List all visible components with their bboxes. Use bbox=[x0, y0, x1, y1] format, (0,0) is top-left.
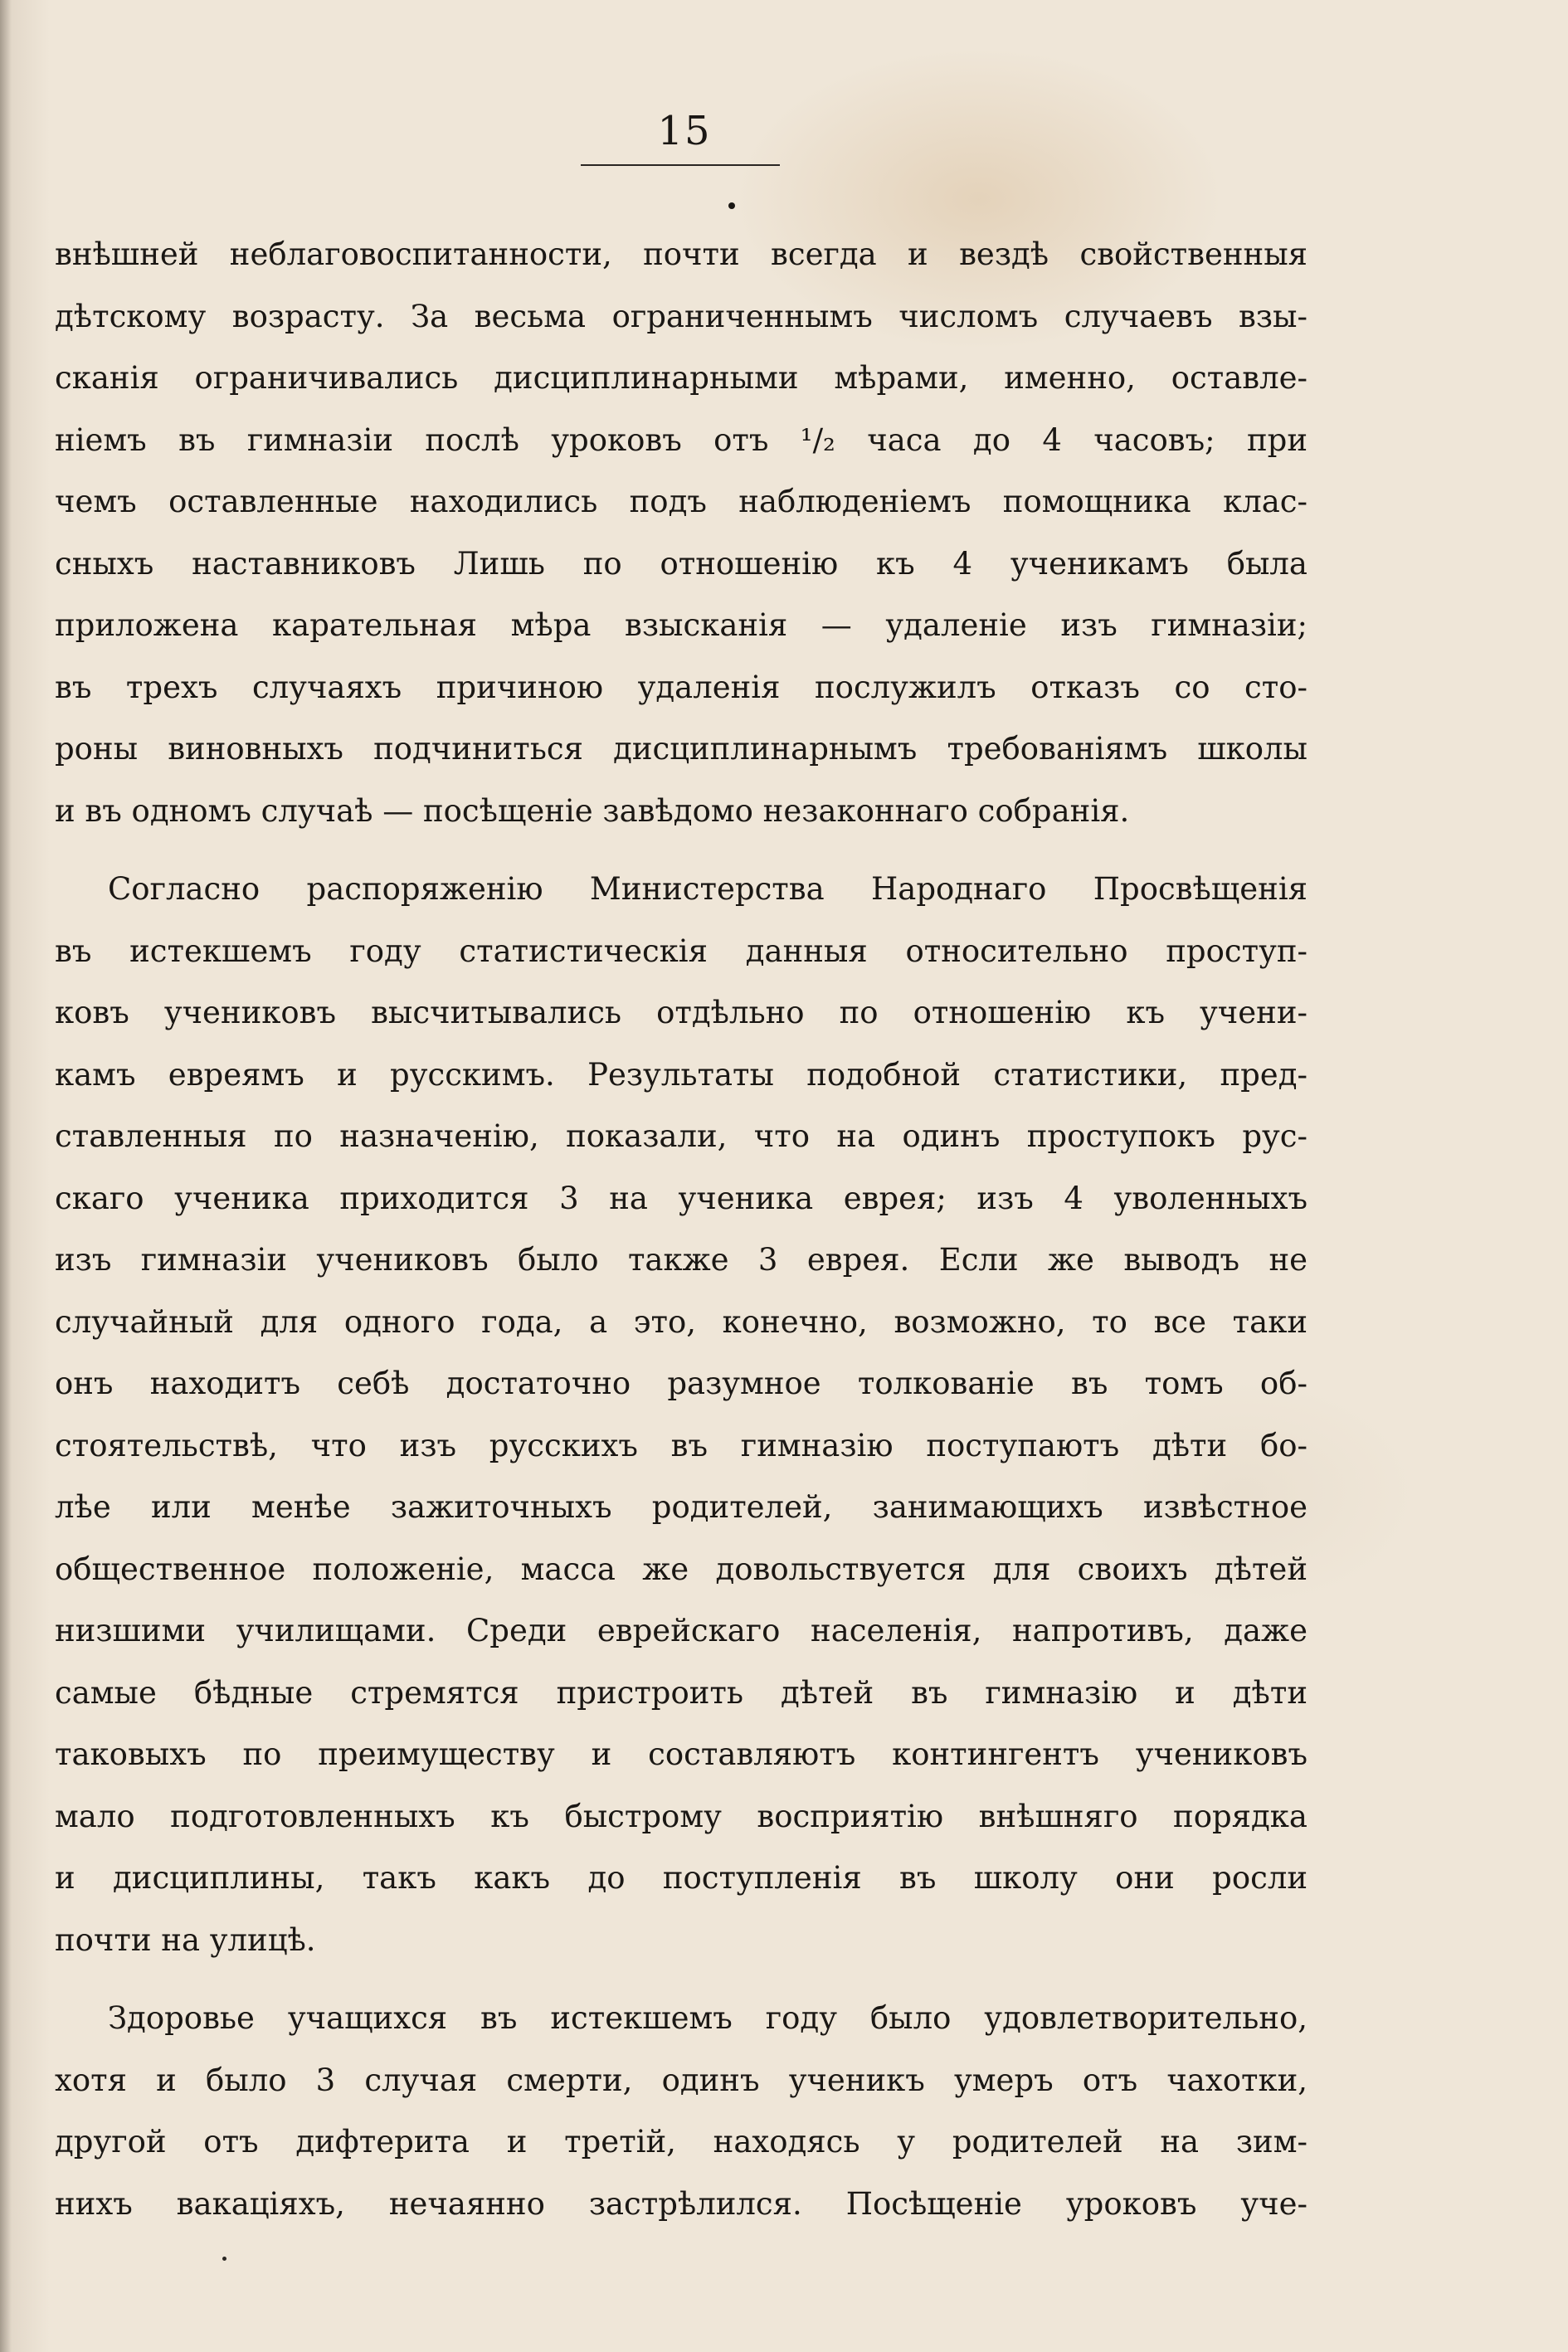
ink-dot bbox=[728, 202, 735, 209]
text-line: изъ гимназіи учениковъ было также 3 еврея. Если же выводъ не bbox=[55, 1242, 1307, 1278]
text-line: самые бѣдные стремятся пристроить дѣтей въ гимназію и дѣти bbox=[55, 1674, 1307, 1711]
text-line: хотя и было 3 случая смерти, одинъ ученикъ умеръ отъ чахотки, bbox=[55, 2062, 1307, 2098]
text-line: Согласно распоряженію Министерства Народнаго Просвѣщенія bbox=[108, 871, 1307, 907]
text-line: таковыхъ по преимуществу и составляютъ контингентъ учениковъ bbox=[55, 1736, 1307, 1772]
text-line: въ трехъ случаяхъ причиною удаленія послужилъ отказъ со сто- bbox=[55, 669, 1307, 705]
text-line: скаго ученика приходится 3 на ученика еврея; изъ 4 уволенныхъ bbox=[55, 1180, 1307, 1216]
binding-shadow bbox=[0, 0, 12, 2352]
text-line: почти на улицѣ. bbox=[55, 1921, 316, 1958]
text-line: ковъ учениковъ высчитывались отдѣльно по отношенію къ учени- bbox=[55, 995, 1307, 1030]
text-line: Здоровье учащихся въ истекшемъ году было удовлетворительно, bbox=[108, 2000, 1307, 2036]
text-line: приложена карательная мѣра взысканія — удаленіе изъ гимназіи; bbox=[55, 607, 1307, 643]
text-line: сныхъ наставниковъ Лишь по отношенію къ 4 ученикамъ была bbox=[55, 545, 1307, 582]
text-line: камъ евреямъ и русскимъ. Результаты подобной статистики, пред- bbox=[55, 1056, 1307, 1093]
ink-speck bbox=[222, 2257, 226, 2261]
text-line: и дисциплины, такъ какъ до поступленія въ школу они росли bbox=[55, 1860, 1307, 1896]
text-line: дѣтскому возрасту. За весьма ограниченнымъ числомъ случаевъ взы- bbox=[55, 298, 1307, 334]
text-line: и въ одномъ случаѣ — посѣщеніе завѣдомо незаконнаго собранія. bbox=[55, 792, 1130, 829]
text-line: стоятельствѣ, что изъ русскихъ въ гимназію поступаютъ дѣти бо- bbox=[55, 1427, 1307, 1463]
text-line: общественное положеніе, масса же довольствуется для своихъ дѣтей bbox=[55, 1551, 1307, 1587]
text-line: въ истекшемъ году статистическія данныя относительно проступ- bbox=[55, 933, 1307, 969]
header-rule bbox=[581, 164, 780, 166]
paragraph-gap bbox=[55, 842, 1307, 859]
text-line: низшими училищами. Среди еврейскаго населенія, напротивъ, даже bbox=[55, 1613, 1307, 1648]
text-line: ніемъ въ гимназіи послѣ уроковъ отъ ¹/₂ часа до 4 часовъ; при bbox=[55, 421, 1307, 458]
page-number: 15 bbox=[657, 108, 712, 154]
text-line: другой отъ дифтерита и третій, находясь у родителей на зим- bbox=[55, 2124, 1307, 2160]
text-line: внѣшней неблаговоспитанности, почти всегда и вездѣ свойственныя bbox=[55, 236, 1307, 272]
text-line: онъ находитъ себѣ достаточно разумное толкованіе въ томъ об- bbox=[55, 1366, 1307, 1401]
body-text bbox=[55, 224, 1307, 2235]
text-line: роны виновныхъ подчиниться дисциплинарнымъ требованіямъ школы bbox=[55, 731, 1307, 767]
text-line: чемъ оставленные находились подъ наблюденіемъ помощника клас- bbox=[55, 484, 1307, 519]
text-line: сканія ограничивались дисциплинарными мѣрами, именно, оставле- bbox=[55, 360, 1307, 396]
text-line: мало подготовленныхъ къ быстрому восприятію внѣшняго порядка bbox=[55, 1798, 1307, 1834]
text-line: нихъ вакаціяхъ, нечаянно застрѣлился. Посѣщеніе уроковъ уче- bbox=[55, 2185, 1307, 2222]
paragraph-gap bbox=[55, 1971, 1307, 1988]
text-line: лѣе или менѣе зажиточныхъ родителей, занимающихъ извѣстное bbox=[55, 1489, 1307, 1525]
text-line: случайный для одного года, а это, конечно, возможно, то все таки bbox=[55, 1303, 1307, 1340]
text-line: ставленныя по назначенію, показали, что на одинъ проступокъ рус- bbox=[55, 1118, 1307, 1154]
